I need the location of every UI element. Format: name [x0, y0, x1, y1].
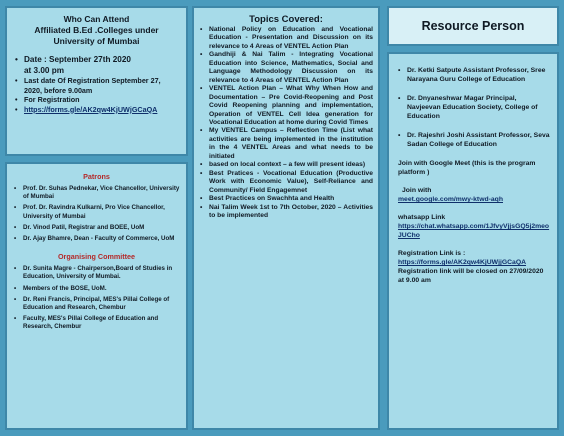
committee-heading: Organising Committee — [57, 252, 136, 262]
patrons-list — [7, 181, 186, 243]
attend-details — [7, 47, 186, 114]
committee-list — [7, 261, 186, 331]
event-date — [15, 55, 180, 76]
registration-link-label: Registration Link is : — [398, 250, 466, 257]
meet-note: Join with Google Meet (this is the program platform ) — [398, 160, 536, 176]
last-date-item: • Last date Of Registration September 27, 2020, before 9.00am — [15, 76, 180, 95]
resource-person-item: • Dr. Rajeshri Joshi Assistant Professor, Seva Sadan College of Education — [398, 131, 551, 149]
committee-item: • Dr. Sunita Magre - Chairperson,Board of Studies in Education, University of Mumbai. — [14, 265, 180, 281]
whatsapp-block — [389, 213, 557, 240]
topic-item: • Best Pratices - Vocational Education (Productive Work with Economic Value), Self-Reliance and Community/ Field Engagemnet — [200, 170, 373, 195]
resource-person-item: • Dr. Dnyaneshwar Magar Principal, Navjeevan Education Society, College of Education — [398, 94, 551, 121]
registration-closing-note: Registration link will be closed on 27/09/2020 at 9.00 am — [398, 268, 544, 284]
resource-person-header — [387, 6, 559, 46]
meet-link[interactable]: meet.google.com/mwy-ktwd-aqh — [398, 196, 503, 203]
topic-item: • Nai Talim Week 1st to 7th October, 2020 – Activities to be implemented — [200, 204, 373, 221]
topic-item: • VENTEL Action Plan – What Why When How and Documentation – Pre Covid-Reopening and Post Covid Reopening planning and implementation, Operation of VENTEL Cell Idea generation for Vocational Education at home during Covid Times — [200, 85, 373, 127]
patron-item: • Prof. Dr. Ravindra Kulkarni, Pro Vice Chancellor, University of Mumbai — [14, 204, 180, 220]
topic-item: • My VENTEL Campus – Reflection Time (List what activities are being implemented in the institution in the 4 VENTEL Areas and what needs to be initiated — [200, 127, 373, 161]
patron-item: • Dr. Ajay Bhamre, Dean - Faculty of Commerce, UoM — [14, 235, 180, 243]
resource-person-list — [389, 54, 557, 149]
registration-link-item — [15, 105, 180, 115]
patron-item: • Dr. Vinod Patil, Registrar and BOEE, UoM — [14, 224, 180, 232]
topics-list — [194, 26, 378, 220]
committee-item: • Dr. Reni Francis, Principal, MES's Pillai College of Education and Research, Chembur — [14, 296, 180, 312]
registration-link[interactable]: https://forms.gle/AK2qw4KjUWjGCaQA — [24, 104, 158, 114]
patrons-heading: Patrons — [83, 172, 110, 181]
attend-title — [7, 8, 186, 47]
topic-item: • Best Practices on Swachhta and Health — [200, 195, 373, 203]
topic-item: • Gandhiji & Nai Talim - Integrating Vocational Education into Science, Mathematics, Social and Language Methodology Discussion on its relevance to 4 Areas of VENTEL Action Plan — [200, 51, 373, 85]
attend-title-line: Who Can Attend — [63, 14, 130, 24]
committee-item: • Members of the BOSE, UoM. — [14, 285, 180, 293]
whatsapp-link[interactable]: https://chat.whatsapp.com/1JfvyVjjsGQ5j2meoJUCho — [398, 223, 550, 239]
topic-item: • based on local context – a few will present ideas) — [200, 161, 373, 169]
patron-item: • Prof. Dr. Suhas Pednekar, Vice Chancellor, University of Mumbai — [14, 185, 180, 201]
whatsapp-label: whatsapp Link — [398, 214, 446, 221]
attend-title-line: Affiliated B.Ed .Colleges under — [34, 25, 159, 35]
registration-block — [389, 249, 557, 285]
who-can-attend-panel — [5, 6, 188, 156]
resource-person-item: • Dr. Ketki Satpute Assistant Professor, Sree Narayana Guru College of Education — [398, 66, 551, 84]
meet-join-block — [389, 186, 557, 204]
patrons-panel — [5, 162, 188, 430]
event-time-text: at 3.00 pm — [24, 65, 65, 75]
committee-item: • Faculty, MES's Pillai College of Education and Research, Chembur — [14, 315, 180, 331]
topics-title: Topics Covered: — [249, 14, 323, 25]
meet-join-label: Join with — [402, 187, 432, 194]
resource-person-title: Resource Person — [421, 19, 525, 33]
attend-title-line: University of Mumbai — [53, 36, 140, 46]
registration-label: • For Registration — [15, 95, 180, 105]
topic-item: • National Policy on Education and Vocational Education - Presentation and Discussion on its relevance to 4 Areas of VENTEL Action Plan — [200, 26, 373, 51]
resource-person-panel — [387, 52, 559, 430]
registration-link-right[interactable]: https://forms.gle/AK2qw4KjUWjjGCaQA — [398, 259, 527, 266]
event-date-text: • Date : September 27th 2020 — [24, 55, 131, 64]
topics-panel — [192, 6, 380, 430]
